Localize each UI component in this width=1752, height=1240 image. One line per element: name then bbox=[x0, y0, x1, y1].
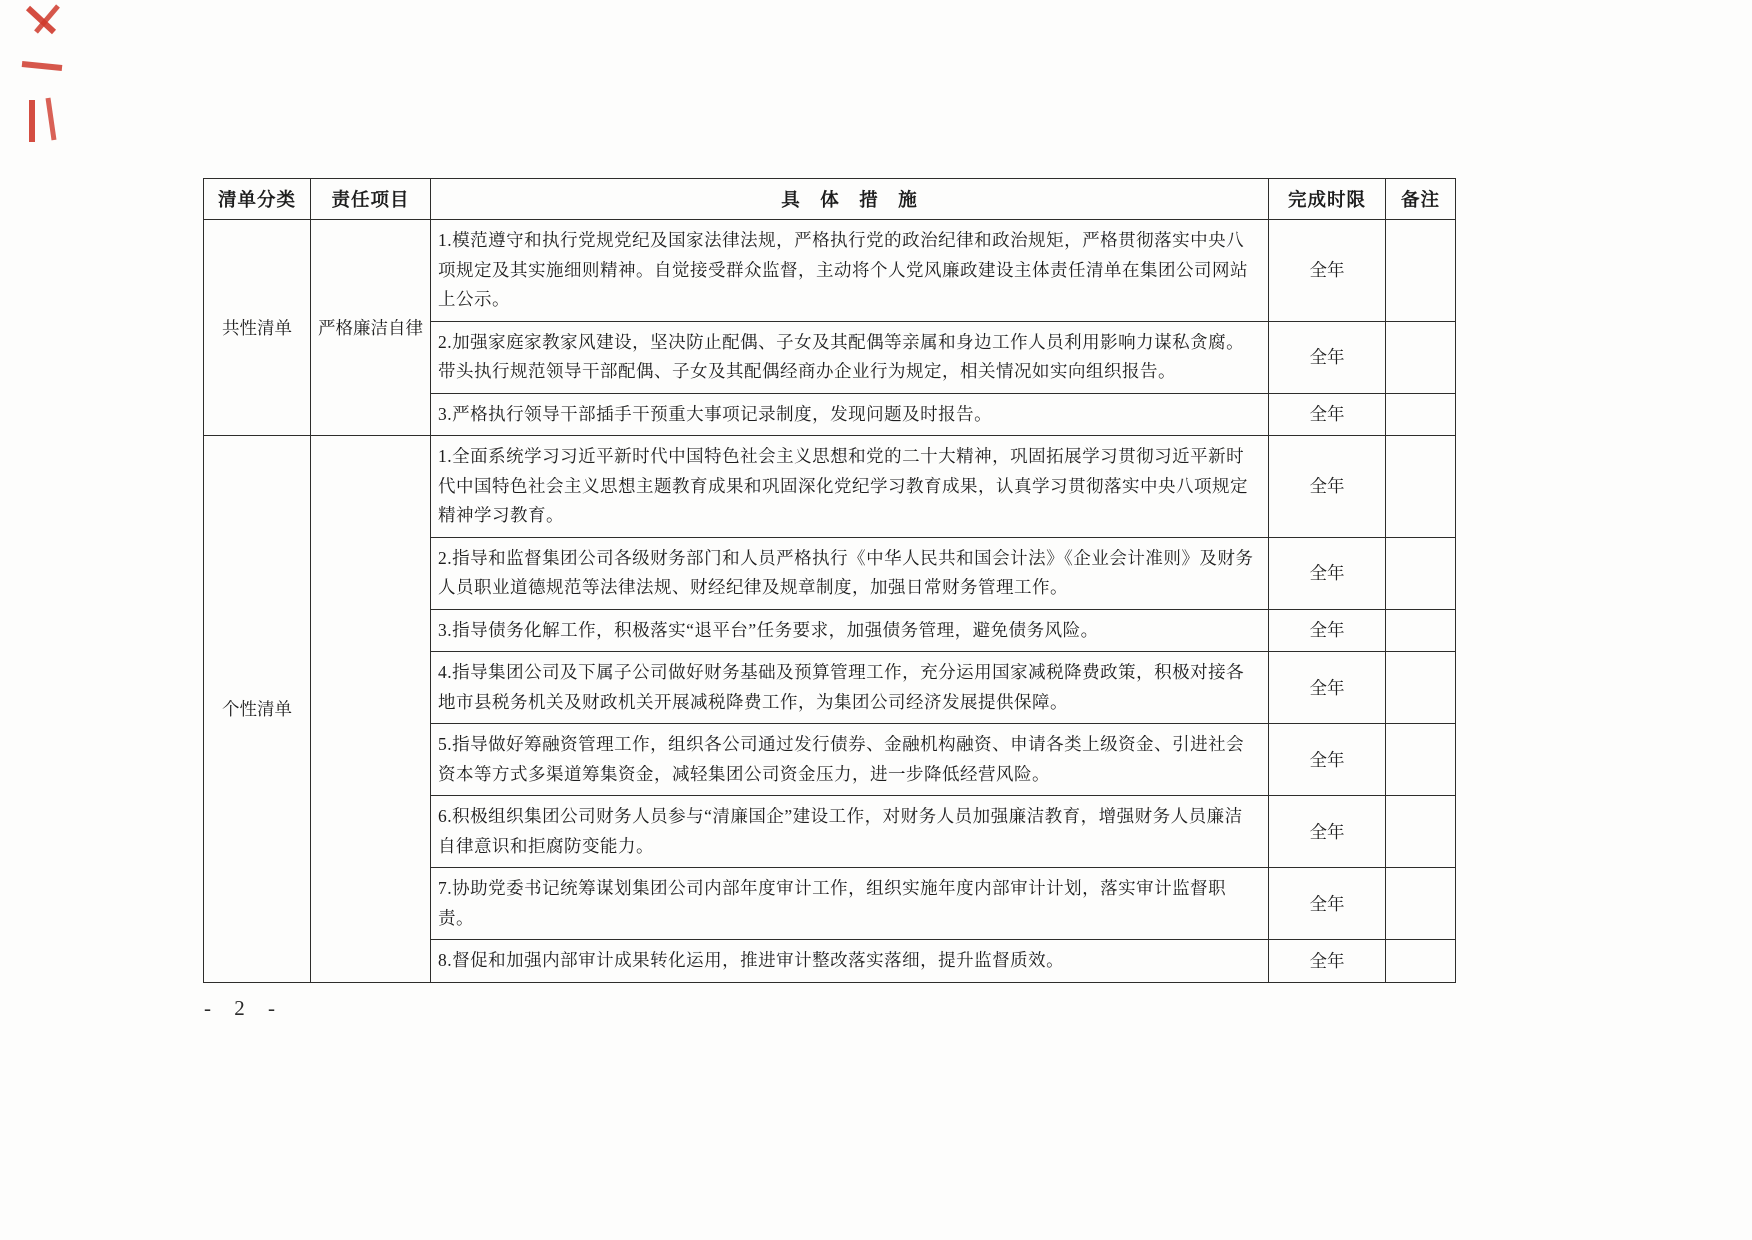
measure-cell: 1.全面系统学习习近平新时代中国特色社会主义思想和党的二十大精神，巩固拓展学习贯彻习近平新时代中国特色社会主义思想主题教育成果和巩固深化党纪学习教育成果，认真学习贯彻落实中央八项规定精神学习教育。 bbox=[431, 436, 1269, 538]
remark-cell bbox=[1386, 796, 1456, 868]
remark-cell bbox=[1386, 537, 1456, 609]
table-header-row bbox=[204, 179, 1456, 220]
measure-cell: 1.模范遵守和执行党规党纪及国家法律法规，严格执行党的政治纪律和政治规矩，严格贯彻落实中央八项规定及其实施细则精神。自觉接受群众监督，主动将个人党风廉政建设主体责任清单在集团公司网站上公示。 bbox=[431, 220, 1269, 322]
remark-cell bbox=[1386, 220, 1456, 322]
deadline-cell: 全年 bbox=[1269, 436, 1386, 538]
remark-cell bbox=[1386, 321, 1456, 393]
deadline-cell: 全年 bbox=[1269, 609, 1386, 652]
remark-cell bbox=[1386, 393, 1456, 436]
header-responsibility: 责任项目 bbox=[311, 179, 431, 220]
responsibility-cell: 严格廉洁自律 bbox=[311, 220, 431, 436]
remark-cell bbox=[1386, 436, 1456, 538]
deadline-cell: 全年 bbox=[1269, 537, 1386, 609]
red-stamp-fragment-icon bbox=[14, 2, 74, 157]
category-cell: 个性清单 bbox=[204, 436, 311, 983]
table-row bbox=[204, 220, 1456, 322]
deadline-cell: 全年 bbox=[1269, 796, 1386, 868]
page-number: - 2 - bbox=[204, 996, 284, 1020]
measure-cell: 5.指导做好筹融资管理工作，组织各公司通过发行债券、金融机构融资、申请各类上级资金、引进社会资本等方式多渠道筹集资金，减轻集团公司资金压力，进一步降低经营风险。 bbox=[431, 724, 1269, 796]
measure-cell: 8.督促和加强内部审计成果转化运用，推进审计整改落实落细，提升监督质效。 bbox=[431, 940, 1269, 983]
category-cell: 共性清单 bbox=[204, 220, 311, 436]
measure-cell: 3.严格执行领导干部插手干预重大事项记录制度，发现问题及时报告。 bbox=[431, 393, 1269, 436]
measure-cell: 3.指导债务化解工作，积极落实“退平台”任务要求，加强债务管理，避免债务风险。 bbox=[431, 609, 1269, 652]
table-header bbox=[204, 179, 1456, 220]
measure-cell: 7.协助党委书记统筹谋划集团公司内部年度审计工作，组织实施年度内部审计计划，落实审计监督职责。 bbox=[431, 868, 1269, 940]
responsibility-cell bbox=[311, 436, 431, 983]
deadline-cell: 全年 bbox=[1269, 321, 1386, 393]
measure-cell: 4.指导集团公司及下属子公司做好财务基础及预算管理工作，充分运用国家减税降费政策，积极对接各地市县税务机关及财政机关开展减税降费工作，为集团公司经济发展提供保障。 bbox=[431, 652, 1269, 724]
deadline-cell: 全年 bbox=[1269, 652, 1386, 724]
measure-cell: 6.积极组织集团公司财务人员参与“清廉国企”建设工作，对财务人员加强廉洁教育，增强财务人员廉洁自律意识和拒腐防变能力。 bbox=[431, 796, 1269, 868]
deadline-cell: 全年 bbox=[1269, 940, 1386, 983]
header-measures: 具 体 措 施 bbox=[431, 179, 1269, 220]
header-deadline: 完成时限 bbox=[1269, 179, 1386, 220]
deadline-cell: 全年 bbox=[1269, 724, 1386, 796]
remark-cell bbox=[1386, 609, 1456, 652]
remark-cell bbox=[1386, 868, 1456, 940]
remark-cell bbox=[1386, 652, 1456, 724]
measure-cell: 2.加强家庭家教家风建设，坚决防止配偶、子女及其配偶等亲属和身边工作人员利用影响力谋私贪腐。带头执行规范领导干部配偶、子女及其配偶经商办企业行为规定，相关情况如实向组织报告。 bbox=[431, 321, 1269, 393]
deadline-cell: 全年 bbox=[1269, 393, 1386, 436]
responsibility-table bbox=[203, 178, 1456, 983]
deadline-cell: 全年 bbox=[1269, 868, 1386, 940]
remark-cell bbox=[1386, 940, 1456, 983]
remark-cell bbox=[1386, 724, 1456, 796]
table-body bbox=[204, 220, 1456, 983]
red-stamp-strokes-icon bbox=[14, 2, 74, 152]
header-remark: 备注 bbox=[1386, 179, 1456, 220]
measure-cell: 2.指导和监督集团公司各级财务部门和人员严格执行《中华人民共和国会计法》《企业会计准则》及财务人员职业道德规范等法律法规、财经纪律及规章制度，加强日常财务管理工作。 bbox=[431, 537, 1269, 609]
header-category: 清单分类 bbox=[204, 179, 311, 220]
table-row bbox=[204, 436, 1456, 538]
deadline-cell: 全年 bbox=[1269, 220, 1386, 322]
